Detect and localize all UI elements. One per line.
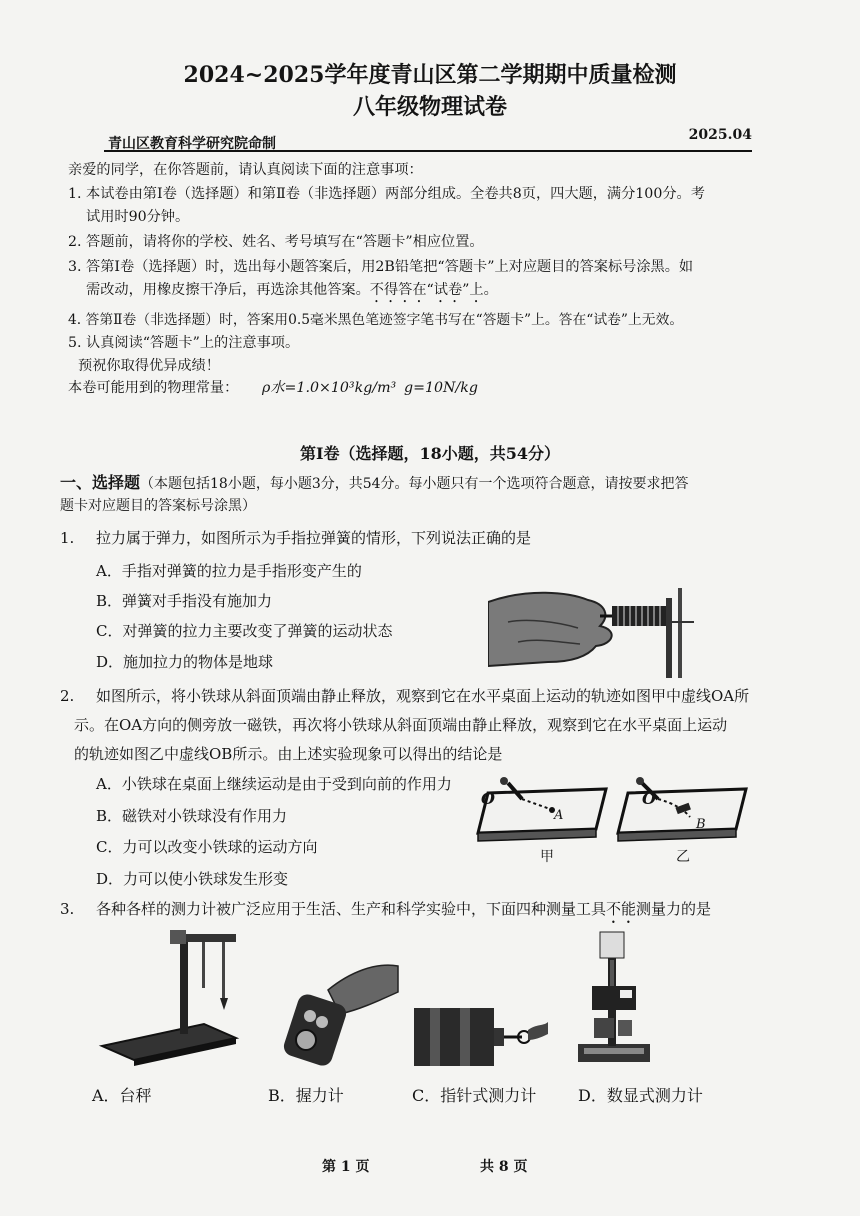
- constants-label: 本卷可能用到的物理常量：: [68, 380, 239, 396]
- q2-stem-line3: 的轨迹如图乙中虚线OB所示。由上述实验现象可以得出的结论是: [74, 745, 503, 763]
- notice-emphasis: 不得答在“试卷”上。: [369, 282, 498, 298]
- section-instructions: 一、选择题（本题包括18小题，每小题3分，共54分。每小题只有一个选项符合题意，请按要求把答: [60, 473, 689, 492]
- constant-water-density: ρ水=1.0×10³kg/m³: [262, 380, 397, 396]
- q2-option-c: C．力可以改变小铁球的运动方向: [96, 838, 318, 856]
- q2-option-d: D．力可以使小铁球发生形变: [96, 870, 289, 888]
- notice-intro: 亲爱的同学，在你答题前，请认真阅读下面的注意事项：: [68, 162, 423, 178]
- constant-gravity: g=10N/kg: [404, 380, 478, 396]
- notice-item-5: 5. 认真阅读“答题卡”上的注意事项。: [68, 335, 300, 351]
- exam-title: 2024~2025学年度青山区第二学期期中质量检测: [183, 62, 677, 88]
- q3-figure-digital-dynamometer: [570, 926, 660, 1068]
- notice-item-1: 1. 本试卷由第Ⅰ卷（选择题）和第Ⅱ卷（非选择题）两部分组成。全卷共8页，四大题，满分100分。考: [68, 186, 705, 202]
- notice-item-1-cont: 试用时90分钟。: [86, 209, 190, 225]
- q2-figure-label-right: 乙: [676, 849, 690, 865]
- section-title: 第Ⅰ卷（选择题，18小题，共54分）: [299, 444, 561, 463]
- q1-number: 1.: [60, 529, 75, 547]
- q3-figure-platform-scale: [96, 928, 246, 1068]
- q3-option-a: A．台秤: [92, 1086, 152, 1105]
- q1-option-d: D．施加拉力的物体是地球: [96, 653, 274, 671]
- q1-stem: 拉力属于弹力，如图所示为手指拉弹簧的情形，下列说法正确的是: [96, 529, 532, 547]
- issuing-organization: 青山区教育科学研究院命制: [108, 136, 276, 152]
- q2-number: 2.: [60, 687, 75, 705]
- q2-figure-label-left: 甲: [540, 849, 554, 865]
- q3-figure-dial-dynamometer: [410, 1000, 550, 1070]
- q1-option-b: B．弹簧对手指没有施加力: [96, 592, 273, 610]
- header-divider: [104, 150, 752, 152]
- notice-wish: 预祝你取得优异成绩！: [78, 358, 220, 374]
- q2-stem-line2: 示。在OA方向的侧旁放一磁铁，再次将小铁球从斜面顶端由静止释放，观察到它在水平桌面上运动: [74, 716, 728, 734]
- q2-label-a: A: [554, 808, 564, 823]
- q3-option-c: C．指针式测力计: [412, 1086, 537, 1105]
- notice-item-2: 2. 答题前，请将你的学校、姓名、考号填写在“答题卡”相应位置。: [68, 234, 484, 250]
- q1-figure-hand-spring: [488, 582, 694, 678]
- q2-figure-tables: [474, 775, 760, 870]
- page-number: 第 1 页: [322, 1159, 370, 1175]
- q3-stem: 各种各样的测力计被广泛应用于生活、生产和科学实验中，下面四种测量工具不能测量力的是: [96, 900, 712, 918]
- q1-option-a: A．手指对弹簧的拉力是手指形变产生的: [96, 562, 362, 580]
- notice-item-4: 4. 答第Ⅱ卷（非选择题）时，答案用0.5毫米黑色笔迹签字笔书写在“答题卡”上。答在“试卷”上无效。: [68, 312, 684, 328]
- exam-subtitle: 八年级物理试卷: [352, 94, 507, 120]
- q2-label-o-left: O: [481, 789, 495, 808]
- q3-option-b: B．握力计: [268, 1086, 344, 1105]
- section-instructions-cont: 题卡对应题目的答案标号涂黑）: [60, 498, 256, 514]
- q2-label-b: B: [696, 817, 706, 832]
- q2-option-b: B．磁铁对小铁球没有作用力: [96, 807, 288, 825]
- q3-number: 3.: [60, 900, 75, 918]
- q1-option-c: C．对弹簧的拉力主要改变了弹簧的运动状态: [96, 622, 393, 640]
- q3-figure-grip-dynamometer: [280, 962, 400, 1074]
- q3-emphasis: 不能: [606, 900, 637, 918]
- q2-stem-line1: 如图所示，将小铁球从斜面顶端由静止释放，观察到它在水平桌面上运动的轨迹如图甲中虚线OA所: [96, 687, 750, 705]
- section-heading: 一、选择题: [60, 473, 141, 492]
- q2-option-a: A．小铁球在桌面上继续运动是由于受到向前的作用力: [96, 775, 452, 793]
- q2-label-o-right: O: [642, 789, 656, 808]
- page-total: 共 8 页: [480, 1159, 528, 1175]
- notice-item-3: 3. 答第Ⅰ卷（选择题）时，选出每小题答案后，用2B铅笔把“答题卡”上对应题目的答案标号涂黑。如: [68, 259, 694, 275]
- notice-item-3-cont: 需改动，用橡皮擦干净后，再选涂其他答案。不得答在“试卷”上。: [86, 282, 498, 298]
- q3-option-d: D．数显式测力计: [578, 1086, 703, 1105]
- exam-date: 2025.04: [688, 127, 752, 143]
